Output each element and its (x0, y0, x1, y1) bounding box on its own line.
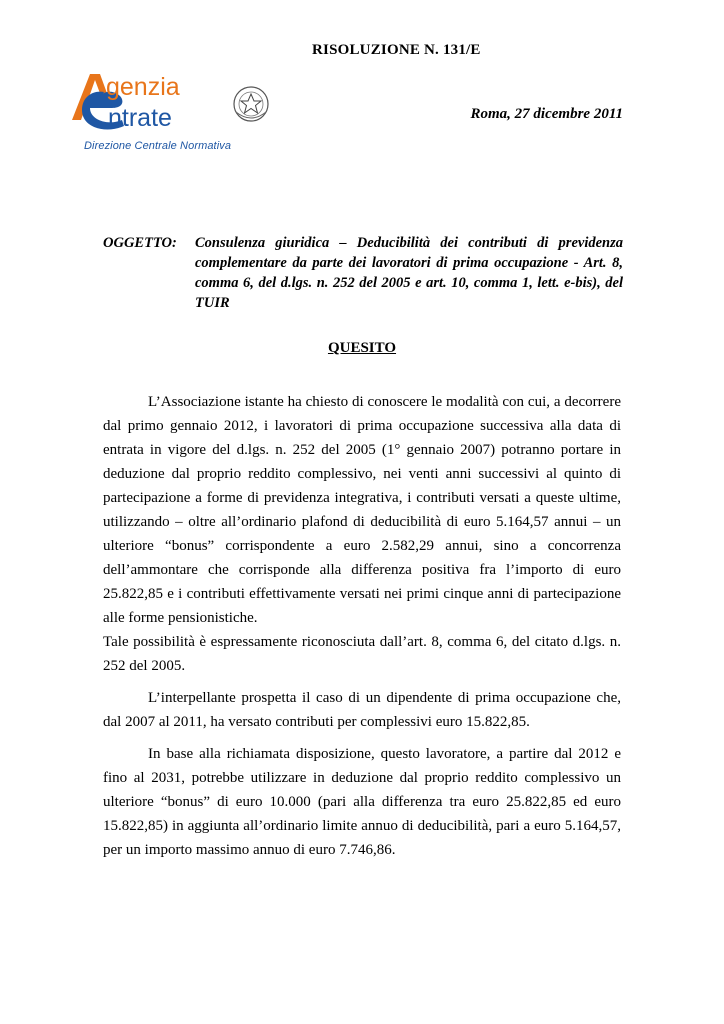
agenzia-entrate-logo-icon (68, 68, 278, 140)
section-title: QUESITO (327, 340, 397, 356)
paragraph: L’Associazione istante ha chiesto di conoscere le modalità con cui, a decorrere dal primo gennaio 2012, i lavoratori di prima occupazione successiva alla data di entrata in vigore del d.lgs. n. 252 del 2005 (1° gennaio 2007) potranno portare in deduzione dal proprio reddito complessivo, nei venti anni successivi al quinto di partecipazione a forme di previdenza integrativa, i contributi versati a queste ultime, utilizzando – oltre all’ordinario plafond di deducibilità di euro 5.164,57 annui – un ulteriore “bonus” corrispondente a euro 2.582,29 annui, sino a concorrenza dell’ammontare che corrisponde alla differenza positiva fra l’importo di euro 25.822,85 e i contributi effettivamente versati nei primi cinque anni di partecipazione alle forme pensionistiche. (103, 394, 621, 626)
subject-block (103, 233, 623, 313)
document-number: RISOLUZIONE N. 131/E (312, 42, 481, 58)
place-date: Roma, 27 dicembre 2011 (470, 106, 623, 122)
svg-text:genzia: genzia (106, 73, 180, 101)
subject-label: OGGETTO: (103, 235, 177, 251)
body-text (103, 390, 621, 862)
department-name: Direzione Centrale Normativa (84, 140, 232, 152)
svg-text:ntrate: ntrate (108, 104, 172, 132)
paragraph: In base alla richiamata disposizione, questo lavoratore, a partire dal 2012 e fino al 2031, potrebbe utilizzare in deduzione dal proprio reddito complessivo un ulteriore “bonus” di euro 10.000 (pari alla differenza tra euro 25.822,85 ed euro 15.822,85) in aggiunta all’ordinario limite annuo di deducibilità, pari a euro 5.164,57, per un importo massimo annuo di euro 7.746,86. (103, 746, 621, 858)
subject-text: Consulenza giuridica – Deducibilità dei contributi di previdenza complementare da parte dei lavoratori di prima occupazione - Art. 8, comma 6, del d.lgs. n. 252 del 2005 e art. 10, comma 1, lett. e-bis), del TUIR (195, 235, 623, 311)
republic-emblem-icon (234, 87, 268, 121)
paragraph: Tale possibilità è espressamente riconosciuta dall’art. 8, comma 6, del citato d.lgs. n. 252 del 2005. (103, 634, 621, 674)
paragraph: L’interpellante prospetta il caso di un dipendente di prima occupazione che, dal 2007 al 2011, ha versato contributi per complessivi euro 15.822,85. (103, 690, 621, 730)
agency-logo (68, 68, 278, 168)
